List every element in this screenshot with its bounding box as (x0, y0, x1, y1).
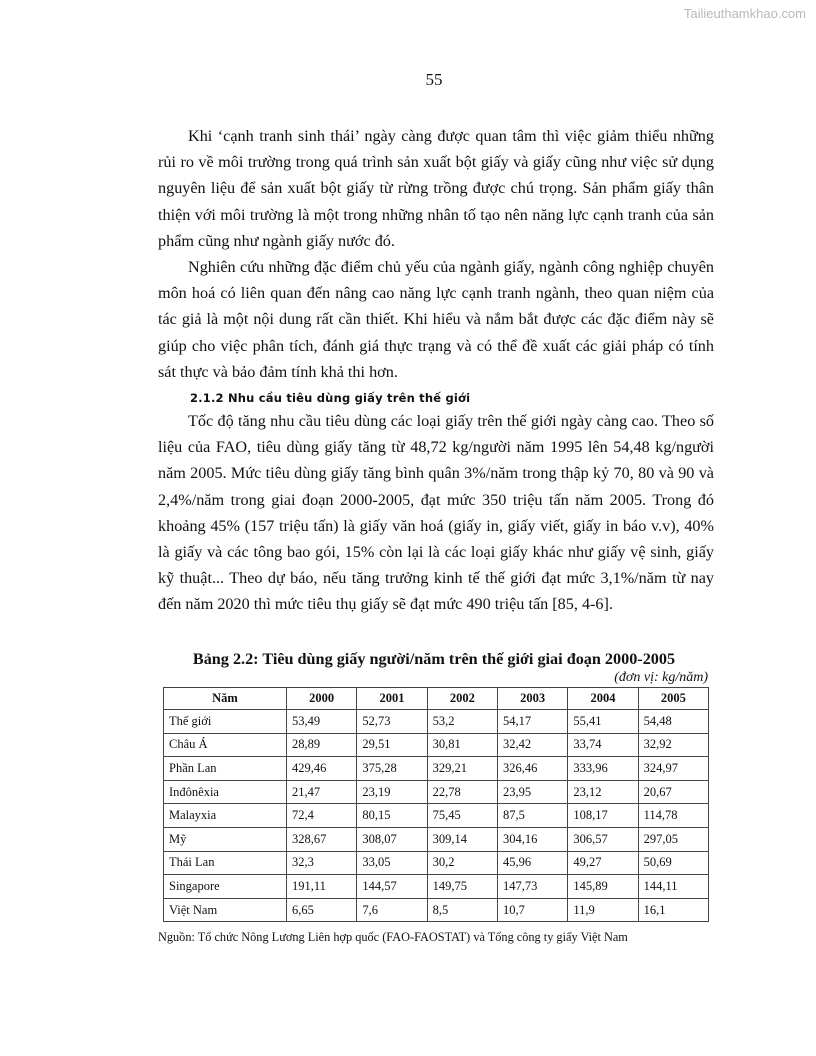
table-cell: 52,73 (357, 710, 427, 734)
table-cell: 45,96 (497, 851, 567, 875)
table-cell: 10,7 (497, 898, 567, 922)
table-cell: 145,89 (568, 875, 638, 899)
table-title: Bảng 2.2: Tiêu dùng giấy người/năm trên thế giới giai đoạn 2000-2005 (192, 650, 676, 668)
table-cell: 87,5 (497, 804, 567, 828)
table-cell: 20,67 (638, 780, 708, 804)
table-source: Nguồn: Tổ chức Nông Lương Liên hợp quốc (FAO-FAOSTAT) và Tổng công ty giấy Việt Nam (158, 930, 628, 944)
table-cell: 28,89 (287, 733, 357, 757)
table-cell: 72,4 (287, 804, 357, 828)
table-cell: 50,69 (638, 851, 708, 875)
paragraph: Tốc độ tăng nhu cầu tiêu dùng các loại giấy trên thế giới ngày càng cao. Theo số liệu của FAO, tiêu dùng giấy tăng từ 48,72 kg/người năm 1995 lên 54,48 kg/người năm 2005. Mức tiêu dùng giấy tăng bình quân 3%/năm trong thập kỷ 70, 80 và 90 và 2,4%/năm trong giai đoạn 2000-2005, đạt mức 350 triệu tấn năm 2005. Trong đó khoảng 45% (157 triệu tấn) là giấy văn hoá (giấy in, giấy viết, giấy in báo v.v), 40% là giấy và các tông bao gói, 15% còn lại là các loại giấy khác như giấy vệ sinh, giấy kỹ thuật... Theo dự báo, nếu tăng trưởng kinh tế thế giới đạt mức 3,1%/năm từ nay đến năm 2020 thì mức tiêu thụ giấy sẽ đạt mức 490 triệu tấn [85, 4-6]. (158, 412, 714, 614)
table-cell: 49,27 (568, 851, 638, 875)
table-cell: 23,19 (357, 780, 427, 804)
table-body (164, 710, 709, 922)
table-row (164, 710, 709, 734)
table-cell: 308,07 (357, 827, 427, 851)
table-cell: 144,11 (638, 875, 708, 899)
table-cell: 32,92 (638, 733, 708, 757)
table-cell: 8,5 (427, 898, 497, 922)
table-cell: 75,45 (427, 804, 497, 828)
column-header: 2001 (357, 688, 427, 710)
table-cell: 429,46 (287, 757, 357, 781)
table-row (164, 851, 709, 875)
table-cell: 32,42 (497, 733, 567, 757)
section-heading: 2.1.2 Nhu cầu tiêu dùng giấy trên thế giới (190, 391, 471, 406)
table-cell: 191,11 (287, 875, 357, 899)
table-cell: 33,05 (357, 851, 427, 875)
table-row (164, 875, 709, 899)
paragraph: Khi ‘cạnh tranh sinh thái’ ngày càng được quan tâm thì việc giảm thiểu những rủi ro về môi trường trong quá trình sản xuất bột giấy và giấy cũng như việc sử dụng nguyên liệu để sản xuất bột giấy từ rừng trồng được chú trọng. Sản phẩm giấy thân thiện với môi trường là một trong những nhân tố tạo nên năng lực cạnh tranh của sản phẩm cũng như ngành giấy nước đó. (158, 127, 714, 250)
table-cell: 297,05 (638, 827, 708, 851)
table-cell: 7,6 (357, 898, 427, 922)
table-cell: 80,15 (357, 804, 427, 828)
page-number: 55 (425, 70, 443, 89)
consumption-table (163, 687, 709, 922)
table-row (164, 733, 709, 757)
table-cell: 324,97 (638, 757, 708, 781)
table-header-row (164, 688, 709, 710)
watermark: Tailieuthamkhao.com (683, 6, 806, 21)
table-cell: 33,74 (568, 733, 638, 757)
table-row (164, 757, 709, 781)
row-label: Phần Lan (164, 757, 287, 781)
row-label: Malayxia (164, 804, 287, 828)
row-label: Mỹ (164, 827, 287, 851)
table-cell: 6,65 (287, 898, 357, 922)
row-label: Singapore (164, 875, 287, 899)
table-cell: 16,1 (638, 898, 708, 922)
table-cell: 21,47 (287, 780, 357, 804)
table-cell: 54,48 (638, 710, 708, 734)
table-cell: 329,21 (427, 757, 497, 781)
row-label: Châu Á (164, 733, 287, 757)
column-header: 2003 (497, 688, 567, 710)
table-cell: 11,9 (568, 898, 638, 922)
table-row (164, 804, 709, 828)
table-cell: 144,57 (357, 875, 427, 899)
paragraph: Nghiên cứu những đặc điểm chủ yếu của ngành giấy, ngành công nghiệp chuyên môn hoá có liên quan đến nâng cao năng lực cạnh tranh ngành, theo quan niệm của tác giả là một nội dung rất cần thiết. Khi hiểu và nắm bắt được các đặc điểm này sẽ giúp cho việc phân tích, đánh giá thực trạng và có thể đề xuất các giải pháp có tính sát thực và bảo đảm tính khả thi hơn. (158, 258, 714, 381)
table-cell: 30,81 (427, 733, 497, 757)
table-cell: 22,78 (427, 780, 497, 804)
column-header: 2002 (427, 688, 497, 710)
table-cell: 29,51 (357, 733, 427, 757)
table-cell: 333,96 (568, 757, 638, 781)
table-cell: 30,2 (427, 851, 497, 875)
table-unit: (đơn vị: kg/năm) (614, 670, 708, 685)
column-header: Năm (164, 688, 287, 710)
table-cell: 306,57 (568, 827, 638, 851)
table-cell: 375,28 (357, 757, 427, 781)
column-header: 2005 (638, 688, 708, 710)
row-label: Việt Nam (164, 898, 287, 922)
table-cell: 108,17 (568, 804, 638, 828)
row-label: Thái Lan (164, 851, 287, 875)
table-cell: 53,49 (287, 710, 357, 734)
table-cell: 23,95 (497, 780, 567, 804)
table-cell: 149,75 (427, 875, 497, 899)
table-row (164, 780, 709, 804)
body-text (158, 123, 714, 618)
table-cell: 32,3 (287, 851, 357, 875)
table-cell: 328,67 (287, 827, 357, 851)
table-cell: 23,12 (568, 780, 638, 804)
column-header: 2000 (287, 688, 357, 710)
table-cell: 114,78 (638, 804, 708, 828)
table-cell: 53,2 (427, 710, 497, 734)
table-cell: 147,73 (497, 875, 567, 899)
column-header: 2004 (568, 688, 638, 710)
table-cell: 326,46 (497, 757, 567, 781)
table-cell: 309,14 (427, 827, 497, 851)
table-cell: 55,41 (568, 710, 638, 734)
table-row (164, 827, 709, 851)
row-label: Inđônêxia (164, 780, 287, 804)
row-label: Thế giới (164, 710, 287, 734)
table-row (164, 898, 709, 922)
table-cell: 304,16 (497, 827, 567, 851)
table-cell: 54,17 (497, 710, 567, 734)
